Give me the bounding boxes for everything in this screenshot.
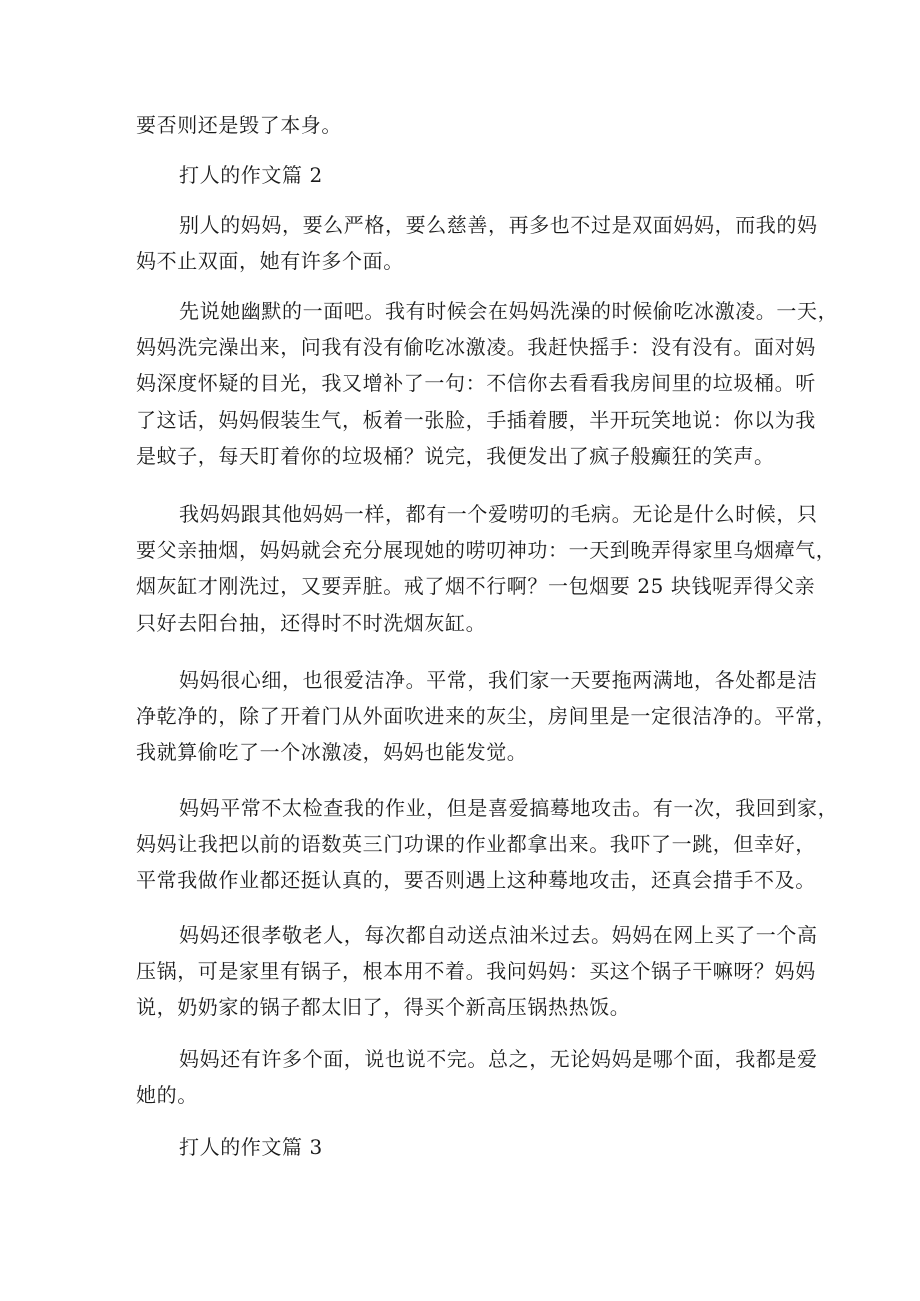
paragraph-filial [136,917,818,1026]
text-line: 只好去阳台抽，还得时不时洗烟灰缸。 [136,610,487,635]
text-line: 妈妈还很孝敬老人，每次都自动送点油米过去。妈妈在网上买了一个高 [179,923,818,947]
text-line: 我妈妈跟其他妈妈一样，都有一个爱唠叨的毛病。无论是什么时候，只 [179,502,818,526]
text-line: 别人的妈妈，要么严格，要么慈善，再多也不过是双面妈妈，而我的妈 [179,213,818,237]
text-line: 净乾净的，除了开着门从外面吹进来的灰尘，房间里是一定很洁净的。平常， [136,704,837,729]
text-line: 妈不止双面，她有许多个面。 [136,249,404,274]
text-line: 先说她幽默的一面吧。我有时候会在妈妈洗澡的时候偷吃冰激凌。一天， [179,299,839,323]
text-line: 妈妈洗完澡出来，问我有没有偷吃冰激凌。我赶快摇手：没有没有。面对妈 [136,335,816,360]
text-line: 妈深度怀疑的目光，我又增补了一句：不信你去看看我房间里的垃圾桶。听 [136,371,816,396]
heading-text: 打人的作文篇 3 [179,1135,323,1159]
text-line: 是蚊子，每天盯着你的垃圾桶？说完，我便发出了疯子般癫狂的笑声。 [136,443,775,468]
paragraph-conclusion [136,1041,818,1113]
section-heading-3 [136,1129,796,1165]
text-line: 妈妈很心细，也很爱洁净。平常，我们家一天要拖两满地，各处都是洁 [179,668,818,692]
text-line: 妈妈让我把以前的语数英三门功课的作业都拿出来。我吓了一跳，但幸好， [136,832,816,857]
section-heading-2 [136,157,796,193]
paragraph-closing-line [136,107,796,143]
paragraph-intro [136,207,818,279]
text-line: 她的。 [136,1083,198,1108]
paragraph-humor [136,293,839,474]
text-line: 要否则还是毁了本身。 [136,113,342,137]
text-line: 压锅，可是家里有锅子，根本用不着。我问妈妈：买这个锅子干嘛呀？妈妈 [136,959,816,984]
text-line: 平常我做作业都还挺认真的，要否则遇上这种蓦地攻击，还真会措手不及。 [136,868,816,893]
heading-text: 打人的作文篇 2 [179,163,323,187]
paragraph-homework [136,790,839,899]
text-line: 烟灰缸才刚洗过，又要弄脏。戒了烟不行啊？一包烟要 25 块钱呢弄得父亲 [136,574,816,599]
text-line: 说，奶奶家的锅子都太旧了，得买个新高压锅热热饭。 [136,995,631,1020]
text-line: 妈妈还有许多个面，说也说不完。总之，无论妈妈是哪个面，我都是爱 [179,1047,818,1071]
paragraph-cleanliness [136,662,837,771]
paragraph-nagging [136,496,837,641]
text-line: 妈妈平常不太检查我的作业，但是喜爱搞蓦地攻击。有一次，我回到家， [179,796,839,820]
text-line: 要父亲抽烟，妈妈就会充分展现她的唠叨神功：一天到晚弄得家里乌烟瘴气， [136,538,837,563]
text-line: 我就算偷吃了一个冰激凌，妈妈也能发觉。 [136,740,528,765]
text-line: 了这话，妈妈假装生气，板着一张脸，手插着腰，半开玩笑地说：你以为我 [136,407,816,432]
